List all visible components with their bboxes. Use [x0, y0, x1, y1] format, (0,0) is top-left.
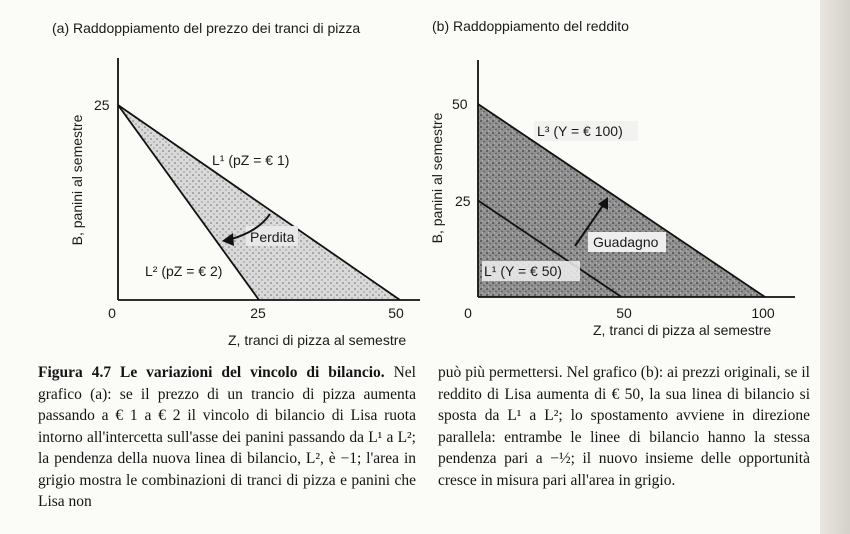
panel-a-title: (a) Raddoppiamento del prezzo dei tranci di pizza: [52, 20, 361, 36]
panel-b-xtick-50: 50: [616, 305, 632, 321]
panel-a-l2-label: L² (pZ = € 2): [145, 263, 223, 279]
panel-a-xlabel: Z, tranci di pizza al semestre: [228, 332, 407, 348]
panel-a-xtick-25: 25: [250, 305, 266, 321]
panel-b-title: (b) Raddoppiamento del reddito: [432, 18, 629, 34]
panel-b-xlabel: Z, tranci di pizza al semestre: [593, 322, 772, 338]
panel-b-ytick-50: 50: [452, 96, 468, 112]
panel-b-xtick-100: 100: [751, 305, 775, 321]
panel-a-ytick-25: 25: [94, 97, 110, 113]
caption-right: può più permettersi. Nel grafico (b): ai prezzi originali, se il reddito di Lisa aumenta di € 50, la sua linea di bilancio si sposta da L¹ a L²; lo spostamento avviene in direzione parallela: entrambe le linee di bilancio hanno la stessa pendenza pari a −½; il nuovo insieme delle opportunità cresce in misura pari all'area in grigio.: [438, 364, 810, 489]
panel-b-l1-label: L¹ (Y = € 50): [484, 263, 562, 279]
panel-a-xtick-50: 50: [388, 305, 404, 321]
panel-a-ylabel: B, panini al semestre: [69, 114, 85, 246]
panel-a-xtick-0: 0: [108, 305, 116, 321]
panel-b-l3-label: L³ (Y = € 100): [537, 123, 623, 139]
panel-b-region-label: Guadagno: [593, 234, 659, 250]
caption-left-body: Nel grafico (a): se il prezzo di un trancio di pizza aumenta passando a € 1 a € 2 il vincolo di bilancio di Lisa ruota intorno all'intercetta sull'asse dei panini passando da L¹ a L²; la pendenza della nuova linea di bilancio, L², è −1; l'area in grigio mostra le combinazioni di tranci di pizza e panini che Lisa non: [38, 364, 416, 510]
panel-b-ytick-25: 25: [455, 193, 471, 209]
caption-left: [38, 362, 416, 513]
panel-b-xtick-0: 0: [464, 305, 472, 321]
panel-b-ylabel: B, panini al semestre: [429, 112, 445, 244]
panel-a-l1-label: L¹ (pZ = € 1): [212, 152, 290, 168]
panel-a-region-label: Perdita: [250, 229, 295, 245]
caption-title: Figura 4.7 Le variazioni del vincolo di bilancio.: [38, 364, 385, 381]
